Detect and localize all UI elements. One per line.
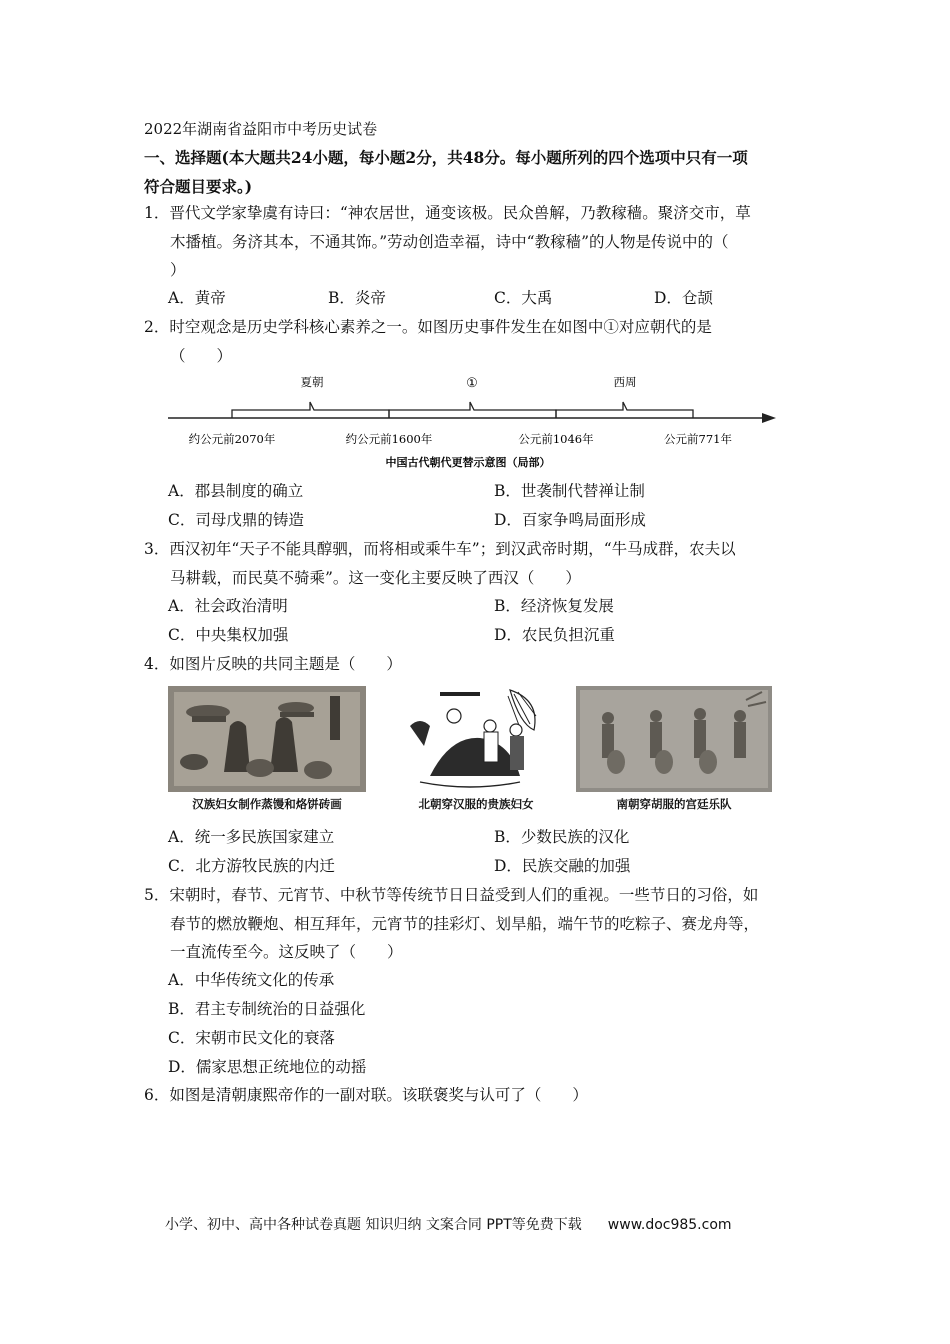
question-5 (144, 881, 816, 967)
timeline-tick-2: 约公元前1600年 (345, 432, 433, 446)
brick-painting-image (168, 686, 366, 792)
picture-caption: 北朝穿汉服的贵族妇女 (418, 797, 534, 811)
option-b: B．炎帝 (328, 289, 386, 307)
option-c: C．司母戊鼎的铸造 (168, 511, 304, 529)
option-c: C．宋朝市民文化的衰落 (168, 1029, 335, 1047)
picture-caption: 汉族妇女制作蒸馒和烙饼砖画 (192, 797, 342, 811)
section-heading (144, 143, 816, 201)
question-text: 一直流传至今。这反映了（ ） (170, 943, 403, 961)
timeline-label-western-zhou: 西周 (613, 375, 637, 389)
question-number: 1． (144, 204, 170, 222)
timeline-tick-1: 约公元前2070年 (188, 432, 276, 446)
question-text: 宋朝时，春节、元宵节、中秋节等传统节日日益受到人们的重视。一些节日的习俗，如 (169, 886, 759, 904)
question-number: 6． (144, 1086, 170, 1104)
question-3 (144, 535, 816, 592)
exam-title: 2022年湖南省益阳市中考历史试卷 (144, 120, 378, 138)
picture-1 (168, 686, 366, 818)
dynasty-timeline (168, 370, 788, 475)
picture-caption: 南朝穿胡服的宫廷乐队 (616, 797, 732, 811)
timeline-label-xia: 夏朝 (300, 375, 324, 389)
picture-3 (576, 686, 772, 818)
question-text: 西汉初年“天子不能具醇驷，而将相或乘牛车”；到汉武帝时期，“牛马成群，农夫以 (169, 540, 736, 558)
footer-text: 小学、初中、高中各种试卷真题 知识归纳 文案合同 PPT等免费下载 (165, 1217, 582, 1233)
question-number: 2． (144, 318, 170, 336)
timeline-brace-xia (232, 402, 389, 418)
court-band-relief-image (576, 686, 772, 792)
option-d: D．百家争鸣局面形成 (494, 511, 646, 529)
option-d: D．儒家思想正统地位的动摇 (168, 1058, 367, 1076)
question-text: （ ） (170, 346, 233, 365)
option-b: B．世袭制代替禅让制 (494, 482, 645, 500)
timeline-brace-shang (389, 402, 556, 418)
question-4 (144, 650, 816, 679)
option-b: B．君主专制统治的日益强化 (168, 1000, 366, 1018)
option-d: D．仓颉 (654, 289, 713, 307)
option-c: C．中央集权加强 (168, 626, 289, 644)
question-number: 4． (144, 655, 170, 673)
question-number: 3． (144, 540, 170, 558)
question-text: 木播植。务济其本，不通其饰。”劳动创造幸福，诗中“教稼穑”的人物是传说中的（ (170, 232, 729, 251)
question-text: 晋代文学家挚虞有诗曰：“神农居世，通变该极。民众兽解，乃教稼穑。聚济交市，草 (169, 204, 751, 222)
question-text: 如图是清朝康熙帝作的一副对联。该联褒奖与认可了（ ） (169, 1086, 588, 1104)
question-2 (144, 313, 816, 370)
option-d: D．农民负担沉重 (494, 626, 615, 644)
option-a: A．中华传统文化的传承 (168, 971, 335, 989)
question-6 (144, 1081, 816, 1110)
question-number: 5． (144, 886, 170, 904)
question-text: ） (170, 261, 186, 279)
timeline-tick-4: 公元前771年 (664, 432, 732, 446)
question-1 (144, 199, 816, 285)
question-text: 时空观念是历史学科核心素养之一。如图历史事件发生在如图中①对应朝代的是 (169, 318, 712, 336)
option-a: A．黄帝 (168, 289, 226, 307)
option-b: B．少数民族的汉化 (494, 828, 630, 846)
option-a: A．统一多民族国家建立 (168, 828, 335, 846)
question-text: 马耕载，而民莫不骑乘”。这一变化主要反映了西汉（ ） (170, 568, 581, 587)
timeline-arrow (762, 413, 776, 423)
noblewoman-drawing-image (390, 686, 562, 792)
option-c: C．北方游牧民族的内迁 (168, 857, 335, 875)
page-footer (165, 1214, 732, 1234)
option-c: C．大禹 (494, 289, 553, 307)
section-heading-line2: 符合题目要求。) (144, 177, 253, 196)
question-text: 如图片反映的共同主题是（ ） (169, 655, 402, 673)
timeline-label-1: ① (466, 376, 478, 391)
option-a: A．社会政治清明 (168, 597, 288, 615)
timeline-tick-3: 公元前1046年 (518, 432, 594, 446)
option-a: A．郡县制度的确立 (168, 482, 304, 500)
picture-2 (390, 686, 562, 818)
timeline-brace-western-zhou (556, 402, 693, 418)
question-text: 春节的燃放鞭炮、相互拜年，元宵节的挂彩灯、划旱船，端午节的吃粽子、赛龙舟等， (170, 914, 760, 933)
option-d: D．民族交融的加强 (494, 857, 631, 875)
footer-site-link[interactable]: www.doc985.com (607, 1217, 732, 1233)
section-heading-line1: 一、选择题(本大题共24小题，每小题2分，共48分。每小题所列的四个选项中只有一项 (144, 148, 748, 167)
timeline-caption: 中国古代朝代更替示意图（局部） (385, 456, 551, 469)
option-b: B．经济恢复发展 (494, 597, 614, 615)
